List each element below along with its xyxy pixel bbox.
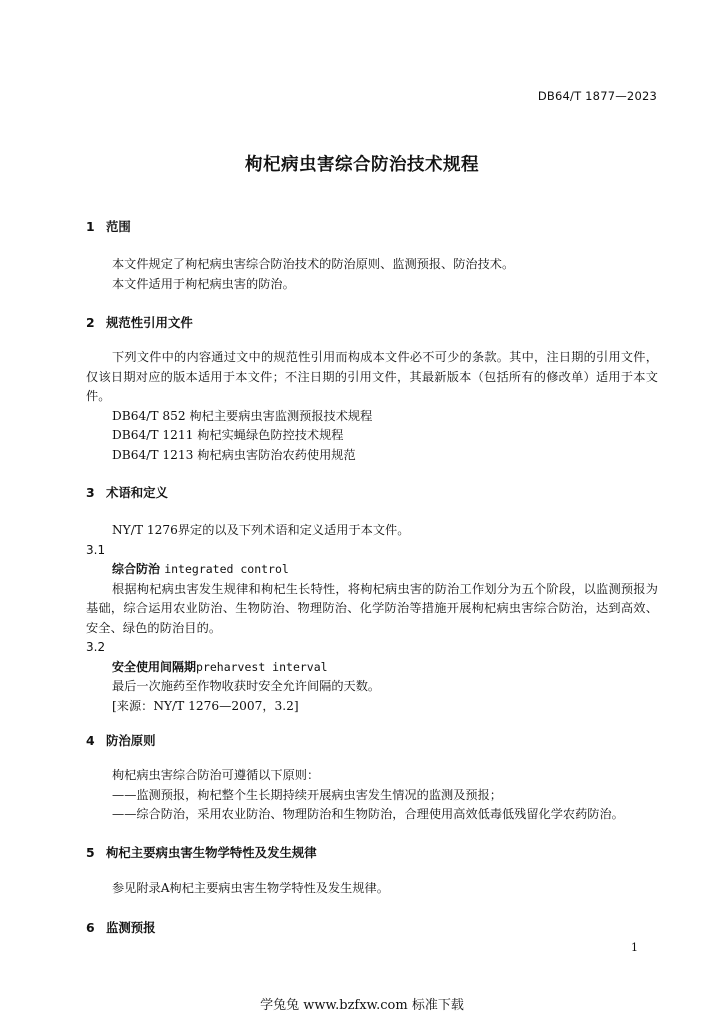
section-4-body (86, 766, 684, 825)
section-title: 范围 (106, 219, 131, 234)
section-5-heading (86, 843, 658, 863)
footer-watermark: 学兔兔 www.bzfxw.com 标准下载 (260, 998, 464, 1013)
paragraph: 参见附录A枸杞主要病虫害生物学特性及发生规律。 (112, 881, 389, 895)
section-2-body (86, 348, 658, 465)
section-number: 2 (86, 315, 95, 330)
standard-code: DB64/T 1877—2023 (537, 89, 657, 103)
term-entry (86, 560, 658, 580)
term-entry (86, 658, 658, 678)
reference-item: DB64/T 1211 枸杞实蝇绿色防控技术规程 (112, 428, 344, 442)
section-1-heading (86, 217, 658, 237)
term-name: 综合防治 (112, 562, 161, 576)
section-3-body (86, 521, 658, 716)
list-item: ——综合防治，采用农业防治、物理防治和生物防治，合理使用高效低毒低残留化学农药防治。 (112, 807, 624, 821)
paragraph: NY/T 1276界定的以及下列术语和定义适用于本文件。 (112, 523, 410, 537)
section-number: 1 (86, 219, 95, 234)
paragraph: 本文件适用于枸杞病虫害的防治。 (112, 276, 295, 291)
term-name: 安全使用间隔期 (112, 659, 197, 674)
term-number: 3.2 (86, 640, 106, 654)
section-number: 4 (86, 733, 95, 748)
section-3-heading (86, 483, 658, 503)
paragraph: 枸杞病虫害综合防治可遵循以下原则： (112, 768, 320, 782)
section-6-heading (86, 918, 658, 938)
term-definition: 根据枸杞病虫害发生规律和枸杞生长特性，将枸杞病虫害的防治工作划分为五个阶段，以监测预报为基础，综合运用农业防治、生物防治、物理防治、化学防治等措施开展枸杞病虫害综合防治，达到高效、安全、绿色的防治目的。 (86, 581, 658, 635)
list-item: ——监测预报，枸杞整个生长期持续开展病虫害发生情况的监测及预报； (112, 787, 502, 802)
term-name-en: integrated control (164, 562, 289, 576)
term-name-en: preharvest interval (196, 659, 328, 674)
document-title: 枸杞病虫害综合防治技术规程 (245, 155, 479, 175)
section-number: 6 (86, 920, 95, 935)
term-number: 3.1 (86, 542, 106, 557)
section-2-heading (86, 313, 658, 333)
section-title: 监测预报 (106, 920, 156, 935)
section-5-body (86, 879, 684, 899)
normative-reference-list (86, 407, 658, 466)
section-4-heading (86, 731, 658, 751)
section-title: 术语和定义 (106, 485, 168, 500)
section-number: 5 (86, 845, 95, 860)
section-1-body (86, 255, 684, 294)
term-definition: 最后一次施药至作物收获时安全允许间隔的天数。 (112, 679, 381, 693)
section-title: 防治原则 (106, 733, 156, 748)
section-number: 3 (86, 485, 95, 500)
section-title: 枸杞主要病虫害生物学特性及发生规律 (106, 845, 317, 860)
reference-item: DB64/T 852 枸杞主要病虫害监测预报技术规程 (112, 408, 373, 423)
reference-item: DB64/T 1213 枸杞病虫害防治农药使用规范 (112, 447, 356, 462)
section-title: 规范性引用文件 (106, 315, 193, 330)
paragraph: 本文件规定了枸杞病虫害综合防治技术的防治原则、监测预报、防治技术。 (112, 257, 515, 271)
page-number: 1 (631, 941, 638, 954)
term-source: [来源：NY/T 1276—2007，3.2] (112, 698, 299, 713)
paragraph: 下列文件中的内容通过文中的规范性引用而构成本文件必不可少的条款。其中，注日期的引用文件，仅该日期对应的版本适用于本文件；不注日期的引用文件，其最新版本（包括所有的修改单）适用于本文件。 (86, 350, 658, 403)
